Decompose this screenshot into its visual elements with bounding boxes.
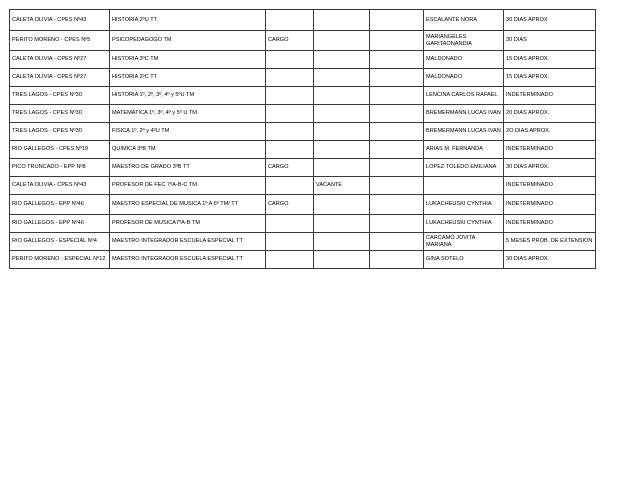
table-row xyxy=(10,141,596,159)
vacante-cell xyxy=(314,195,370,215)
empty-cell xyxy=(370,10,424,31)
table-row xyxy=(10,195,596,215)
empty-cell xyxy=(370,123,424,141)
docente-cell: MALDONADO xyxy=(424,69,504,87)
cargo-cell xyxy=(266,177,314,195)
vacante-cell xyxy=(314,87,370,105)
asignatura-cell: PROFESOR DE FEC 7ºA-B-C TM xyxy=(110,177,266,195)
vacante-cell xyxy=(314,159,370,177)
vacante-cell xyxy=(314,141,370,159)
cargo-cell xyxy=(266,233,314,251)
asignatura-cell: HISTORIA 3ºC TM xyxy=(110,51,266,69)
duracion-cell: 20 DIAS APROX. xyxy=(504,105,596,123)
duracion-cell: 30 DIAS xyxy=(504,31,596,51)
docente-cell: CARCAMO JOVITA MARIANA xyxy=(424,233,504,251)
escuela-cell: PICO TRUNCADO - EPP Nº8 xyxy=(10,159,110,177)
duracion-cell: 15 DIAS APROX. xyxy=(504,51,596,69)
empty-cell xyxy=(370,215,424,233)
empty-cell xyxy=(370,87,424,105)
docente-cell: ESCALANTE NORA xyxy=(424,10,504,31)
escuela-cell: RIO GALLEGOS - EPP Nº46 xyxy=(10,195,110,215)
escuela-cell: RIO GALLEGOS - CPES Nº19 xyxy=(10,141,110,159)
empty-cell xyxy=(370,177,424,195)
asignatura-cell: MAESTRO INTEGRADOR ESCUELA ESPECIAL TT xyxy=(110,233,266,251)
empty-cell xyxy=(370,69,424,87)
duracion-cell: 30 DIAS APROX. xyxy=(504,159,596,177)
cargo-cell xyxy=(266,123,314,141)
vacante-cell xyxy=(314,123,370,141)
duracion-cell: 5 MESES PROB. DE EXTENSION xyxy=(504,233,596,251)
escuela-cell: TRES LAGOS - CPES Nº30 xyxy=(10,123,110,141)
vacante-cell xyxy=(314,10,370,31)
cargo-cell xyxy=(266,10,314,31)
table-row xyxy=(10,123,596,141)
vacante-cell xyxy=(314,215,370,233)
docente-cell: BREMERMANN LUCAS IVAN xyxy=(424,123,504,141)
table-row xyxy=(10,105,596,123)
cargo-cell xyxy=(266,251,314,269)
duracion-cell: 30 DIAS APROX. xyxy=(504,251,596,269)
docente-cell: LENCINA CARLOS RAFAEL xyxy=(424,87,504,105)
empty-cell xyxy=(370,233,424,251)
docente-cell: BREMERMANN LUCAS IVAN xyxy=(424,105,504,123)
cargo-cell xyxy=(266,105,314,123)
table-row xyxy=(10,31,596,51)
vacante-cell xyxy=(314,69,370,87)
escuela-cell: PERITO MORENO - ESPECIAL Nº12 xyxy=(10,251,110,269)
asignatura-cell: HISTORIA 2ºU TT xyxy=(110,10,266,31)
cargo-cell: CARGO xyxy=(266,195,314,215)
docente-cell: ARIAS M. FERNANDA xyxy=(424,141,504,159)
cargo-cell xyxy=(266,69,314,87)
escuela-cell: CALETA OLIVIA - CPES Nº27 xyxy=(10,51,110,69)
cargo-cell xyxy=(266,51,314,69)
empty-cell xyxy=(370,251,424,269)
asignatura-cell: MAESTRO ESPECIAL DE MUSICA 1º A 6º TM/ TT xyxy=(110,195,266,215)
asignatura-cell: HISTORIA 2ºC TT xyxy=(110,69,266,87)
asignatura-cell: MAESTRO INTEGRADOR ESCUELA ESPECIAL TT xyxy=(110,251,266,269)
escuela-cell: TRES LAGOS - CPES Nº30 xyxy=(10,87,110,105)
vacante-cell xyxy=(314,251,370,269)
asignatura-cell: QUIMICA 3ºB TM xyxy=(110,141,266,159)
asignatura-cell: PROFESOR DE MUSICA7ºA-B TM xyxy=(110,215,266,233)
docente-cell: LOPEZ TOLEDO EMILIANA xyxy=(424,159,504,177)
table-row xyxy=(10,215,596,233)
table-body xyxy=(10,10,596,269)
table-row xyxy=(10,51,596,69)
docente-cell xyxy=(424,177,504,195)
empty-cell xyxy=(370,31,424,51)
duracion-cell: 30 DIAS APROX xyxy=(504,10,596,31)
escuela-cell: CALETA OLIVIA - CPES Nº43 xyxy=(10,10,110,31)
asignatura-cell: FISICA 1º, 2º y 4ºU TM xyxy=(110,123,266,141)
vacante-cell: VACANTE xyxy=(314,177,370,195)
vacante-cell xyxy=(314,51,370,69)
duracion-cell: INDETERMINADO xyxy=(504,177,596,195)
duracion-cell: INDETERMINADO xyxy=(504,141,596,159)
table-row xyxy=(10,69,596,87)
table-row xyxy=(10,251,596,269)
escuela-cell: PERITO MORENO - CPES Nº5 xyxy=(10,31,110,51)
empty-cell xyxy=(370,105,424,123)
table-row xyxy=(10,10,596,31)
escuela-cell: RIO GALLEGOS - EPP Nº46 xyxy=(10,215,110,233)
duracion-cell: 15 DIAS APROX. xyxy=(504,69,596,87)
escuela-cell: CALETA OLIVIA - CPES Nº43 xyxy=(10,177,110,195)
vacante-cell xyxy=(314,105,370,123)
docente-cell: GINA SOTELO xyxy=(424,251,504,269)
asignatura-cell: PSICOPEDAGOGO TM xyxy=(110,31,266,51)
cargo-cell: CARGO xyxy=(266,159,314,177)
duracion-cell: INDETERMINADO xyxy=(504,87,596,105)
empty-cell xyxy=(370,159,424,177)
suplencias-table xyxy=(9,9,596,269)
duracion-cell: INDETERMINADO xyxy=(504,215,596,233)
empty-cell xyxy=(370,51,424,69)
asignatura-cell: MATEMATICA 1º, 3º, 4º y 5º U TM xyxy=(110,105,266,123)
asignatura-cell: MAESTRO DE GRADO 3ºB TT xyxy=(110,159,266,177)
table-row xyxy=(10,159,596,177)
escuela-cell: TRES LAGOS - CPES Nº30 xyxy=(10,105,110,123)
asignatura-cell: HISTORIA 1º, 2º, 3º, 4º y 5ºU TM xyxy=(110,87,266,105)
table-row xyxy=(10,87,596,105)
duracion-cell: 2O DIAS APROX. xyxy=(504,123,596,141)
empty-cell xyxy=(370,195,424,215)
docente-cell: MALDONADO xyxy=(424,51,504,69)
vacante-cell xyxy=(314,31,370,51)
docente-cell: MARIANGELES GARITAONANDIA xyxy=(424,31,504,51)
cargo-cell xyxy=(266,87,314,105)
vacante-cell xyxy=(314,233,370,251)
docente-cell: LUKACHEUSKI CYNTHIA xyxy=(424,215,504,233)
empty-cell xyxy=(370,141,424,159)
escuela-cell: RIO GALLEGOS - ESPECIAL Nº4 xyxy=(10,233,110,251)
duracion-cell: INDETERMINADO xyxy=(504,195,596,215)
cargo-cell: CARGO xyxy=(266,31,314,51)
docente-cell: LUKACHEUSKI CYNTHIA xyxy=(424,195,504,215)
cargo-cell xyxy=(266,141,314,159)
escuela-cell: CALETA OLIVIA - CPES Nº27 xyxy=(10,69,110,87)
table-row xyxy=(10,177,596,195)
table-row xyxy=(10,233,596,251)
cargo-cell xyxy=(266,215,314,233)
